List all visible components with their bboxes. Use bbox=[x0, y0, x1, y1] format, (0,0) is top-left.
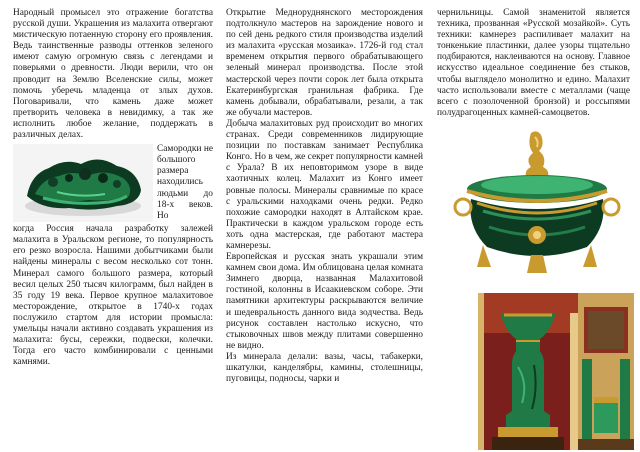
malachite-nugget-image bbox=[13, 144, 153, 222]
column-2 bbox=[226, 8, 423, 385]
col1-side-text: Самородки не большого размера находились людьми до 18-х веков. Но bbox=[157, 144, 214, 221]
malachite-vase-image bbox=[478, 293, 578, 450]
col2-paragraph-3: Европейская и русская знать украшали этим камнем свои дома. Им облицована целая комната Зимнего дворца, названная Малахитовой гостиной, колонны в Исаакиевском соборе. Эти памятники архитектуры раскрываются величие и шедевральность данного вида зодчества. Ведь рисунок составлен настолько искусно, что стыковочных швов между плитами совершенно не видно. bbox=[226, 252, 423, 351]
column-1 bbox=[13, 8, 213, 368]
col3-paragraph-1: чернильницы. Самой знаменитой является техника, прозванная «Русской мозайкой». Суть техники: камнерез распиливает малахит на тонкенькие пластинки, далее узоры тщательно подбираются, наклеиваются на основу. Главное искусство идеальное соединение без стыков, чтобы выглядело монолитно и едино. Малахит часто использовали вместе с металлами (чаще всего с позолоченной бронзой) и россыпями полудрагоценных камней-самоцветов. bbox=[437, 8, 630, 118]
col1-paragraph-2: когда Россия начала разработку залежей малахита в Уральском регионе, то популярность его резко возросла. Нашими добытчиками были найдены минералы с весом несколько сот тонн. Минерал самого большого размера, который весил целых 250 тысяч килограмм, был найден в 35 году 19 века. Первое крупное малахитовое месторождение, открытое в 1740-х годах послужило стартом для истории промысла: умельцы начали активно создавать украшения из малахита: бусы, сережки, подвески, колечки. Тогда его часто комбинировали с ценными камнями. bbox=[13, 224, 213, 368]
malachite-photos bbox=[478, 293, 634, 450]
malachite-hall-image bbox=[578, 293, 634, 450]
col2-paragraph-1: Открытие Медноруднянского месторождения подтолкнуло мастеров на зарождение нового и по сей день редкого стиля производства изделий из малахита «русская мозаика». 1726-й год стал временем открытия первого обрабатывающего зеленый минерал производства. После этой мастерской через почти сорок лет была открыта Екатеринбургская гранильная фабрика. Где камень добывали, обрабатывали, резали, а так же обучали мастеров. bbox=[226, 8, 423, 118]
col1-paragraph-1: Народный промысел это отражение богатства русской души. Украшения из малахита отвергают мистическую потаенную сторону его проявления. Ведь таинственные разводы оттенков зеленого имеют самую огромную связь с легендами и поверьями о древности. Люди верили, что он проводит на Землю Вселенские силы, может помочь уберечь младенца от злых духов. Поговаривали, что камень даже может претворить человека в невидимку, а так же исполнить любое желание, поддержать в различных делах. bbox=[13, 8, 213, 141]
malachite-casket-image bbox=[447, 127, 627, 283]
col2-paragraph-4: Из минерала делали: вазы, часы, табакерки, шкатулки, канделябры, камины, столешницы, пуговицы, подносы, чарки и bbox=[226, 351, 423, 385]
malachite-row bbox=[13, 144, 213, 222]
column-3 bbox=[437, 8, 630, 283]
col2-paragraph-2: Добыча малахитовых руд происходит во многих странах. Среди современников лидирующие позиции по поставкам занимает Республика Конго. Но в чем, же секрет популярности камней с Урала? В их неповторимом узоре в виде хаотичных колец. Малахит из Конго имеет ровные полосы. Минералы сравнимые по красе с уральскими находками очень редки. Редко похожие самородки находят в Алтайском крае. Практически в каждом уральском городе есть хоть одна мастерская, где работают мастера камнерезы. bbox=[226, 118, 423, 251]
